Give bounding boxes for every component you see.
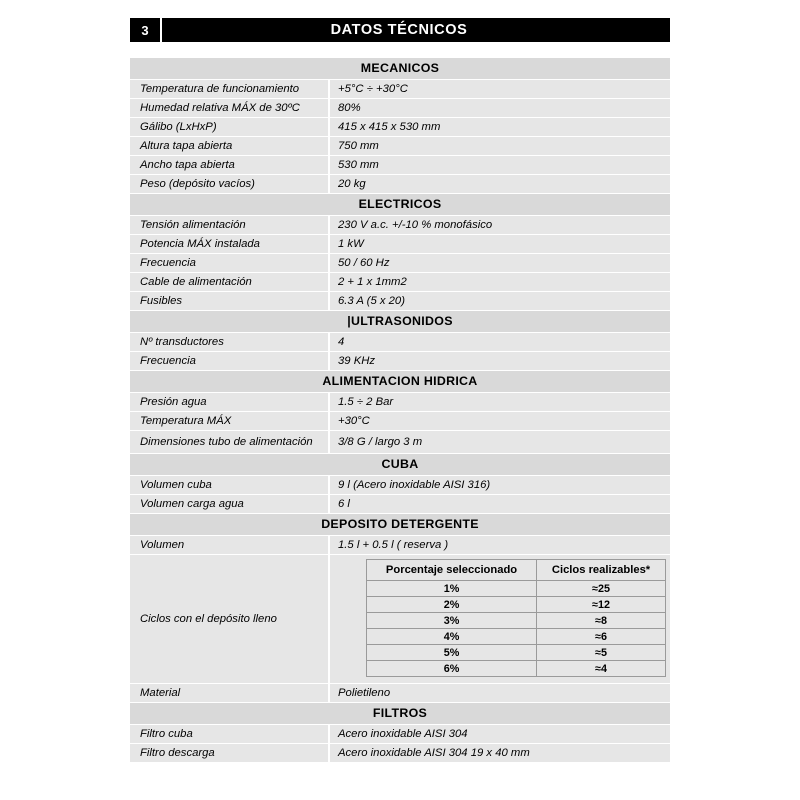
table-row xyxy=(130,254,670,273)
cycles-table xyxy=(366,559,666,677)
row-value: 1.5 l + 0.5 l ( reserva ) xyxy=(330,536,670,555)
table-row xyxy=(130,495,670,514)
cell-percent: 2% xyxy=(367,597,537,613)
row-value: 6.3 A (5 x 20) xyxy=(330,292,670,311)
table-row xyxy=(130,352,670,371)
row-value: 415 x 415 x 530 mm xyxy=(330,118,670,137)
row-value: +5°C ÷ +30°C xyxy=(330,80,670,99)
table-row xyxy=(130,175,670,194)
row-label: Gálibo (LxHxP) xyxy=(130,118,330,137)
section-title: ALIMENTACION HIDRICA xyxy=(130,371,670,393)
cell-percent: 5% xyxy=(367,645,537,661)
page-title: DATOS TÉCNICOS xyxy=(162,18,670,42)
table-row xyxy=(130,412,670,431)
table-row xyxy=(130,118,670,137)
row-label: Presión agua xyxy=(130,393,330,412)
cell-percent: 6% xyxy=(367,661,537,677)
section-header-deposito-detergente xyxy=(130,514,670,536)
section-title: CUBA xyxy=(130,454,670,476)
row-label: Volumen carga agua xyxy=(130,495,330,514)
row-label: Frecuencia xyxy=(130,352,330,371)
row-label: Filtro descarga xyxy=(130,744,330,763)
row-label: Peso (depósito vacíos) xyxy=(130,175,330,194)
row-label: Temperatura MÁX xyxy=(130,412,330,431)
page-number: 3 xyxy=(130,18,162,42)
row-value: 50 / 60 Hz xyxy=(330,254,670,273)
table-row xyxy=(130,235,670,254)
row-label: Potencia MÁX instalada xyxy=(130,235,330,254)
table-row xyxy=(367,661,666,677)
row-value: 9 l (Acero inoxidable AISI 316) xyxy=(330,476,670,495)
row-value: 80% xyxy=(330,99,670,118)
section-header-electricos xyxy=(130,194,670,216)
table-row xyxy=(130,744,670,763)
column-header-ciclos: Ciclos realizables* xyxy=(537,560,666,581)
row-label: Dimensiones tubo de alimentación xyxy=(130,431,330,454)
page-header xyxy=(130,18,670,42)
table-row xyxy=(130,137,670,156)
section-title: DEPOSITO DETERGENTE xyxy=(130,514,670,536)
row-value: 4 xyxy=(330,333,670,352)
row-label: Fusibles xyxy=(130,292,330,311)
row-value: 1 kW xyxy=(330,235,670,254)
row-label: Nº transductores xyxy=(130,333,330,352)
table-row xyxy=(367,629,666,645)
table-row xyxy=(367,613,666,629)
section-title: MECANICOS xyxy=(130,58,670,80)
cycles-block xyxy=(130,555,670,684)
table-row xyxy=(130,684,670,703)
row-label: Humedad relativa MÁX de 30ºC xyxy=(130,99,330,118)
row-value: 39 KHz xyxy=(330,352,670,371)
row-label: Volumen cuba xyxy=(130,476,330,495)
row-label: Material xyxy=(130,684,330,703)
cycles-table-wrapper xyxy=(330,555,670,684)
row-label: Tensión alimentación xyxy=(130,216,330,235)
table-row xyxy=(130,431,670,454)
table-row xyxy=(130,725,670,744)
row-value: 750 mm xyxy=(330,137,670,156)
table-row xyxy=(367,597,666,613)
row-value: 3/8 G / largo 3 m xyxy=(330,431,670,454)
row-label: Frecuencia xyxy=(130,254,330,273)
section-title: FILTROS xyxy=(130,703,670,725)
cell-cycles: ≈4 xyxy=(537,661,666,677)
cycles-label: Ciclos con el depósito lleno xyxy=(130,555,330,684)
row-value: 6 l xyxy=(330,495,670,514)
row-label: Filtro cuba xyxy=(130,725,330,744)
row-value: +30°C xyxy=(330,412,670,431)
row-label: Ancho tapa abierta xyxy=(130,156,330,175)
row-value: 530 mm xyxy=(330,156,670,175)
table-row xyxy=(130,99,670,118)
section-header-mecanicos xyxy=(130,58,670,80)
row-value: 20 kg xyxy=(330,175,670,194)
table-row xyxy=(130,273,670,292)
row-value: Polietileno xyxy=(330,684,670,703)
row-value: Acero inoxidable AISI 304 xyxy=(330,725,670,744)
section-header-ultrasonidos xyxy=(130,311,670,333)
section-title: ELECTRICOS xyxy=(130,194,670,216)
table-row xyxy=(130,536,670,555)
section-header-cuba xyxy=(130,454,670,476)
table-header-row xyxy=(367,560,666,581)
cell-cycles: ≈25 xyxy=(537,581,666,597)
cell-percent: 3% xyxy=(367,613,537,629)
section-title: |ULTRASONIDOS xyxy=(130,311,670,333)
table-row xyxy=(130,156,670,175)
column-header-porcentaje: Porcentaje seleccionado xyxy=(367,560,537,581)
table-row xyxy=(367,581,666,597)
table-row xyxy=(130,393,670,412)
table-row xyxy=(367,645,666,661)
cell-percent: 1% xyxy=(367,581,537,597)
row-label: Temperatura de funcionamiento xyxy=(130,80,330,99)
row-value: 2 + 1 x 1mm2 xyxy=(330,273,670,292)
cell-cycles: ≈12 xyxy=(537,597,666,613)
cell-cycles: ≈8 xyxy=(537,613,666,629)
table-row xyxy=(130,80,670,99)
table-row xyxy=(130,333,670,352)
row-value: Acero inoxidable AISI 304 19 x 40 mm xyxy=(330,744,670,763)
section-header-alimentacion-hidrica xyxy=(130,371,670,393)
cell-cycles: ≈6 xyxy=(537,629,666,645)
row-label: Cable de alimentación xyxy=(130,273,330,292)
row-value: 1.5 ÷ 2 Bar xyxy=(330,393,670,412)
table-row xyxy=(130,476,670,495)
table-row xyxy=(130,216,670,235)
cell-cycles: ≈5 xyxy=(537,645,666,661)
technical-data-table xyxy=(130,58,670,763)
row-label: Volumen xyxy=(130,536,330,555)
section-header-filtros xyxy=(130,703,670,725)
row-label: Altura tapa abierta xyxy=(130,137,330,156)
cell-percent: 4% xyxy=(367,629,537,645)
table-row xyxy=(130,292,670,311)
row-value: 230 V a.c. +/-10 % monofásico xyxy=(330,216,670,235)
